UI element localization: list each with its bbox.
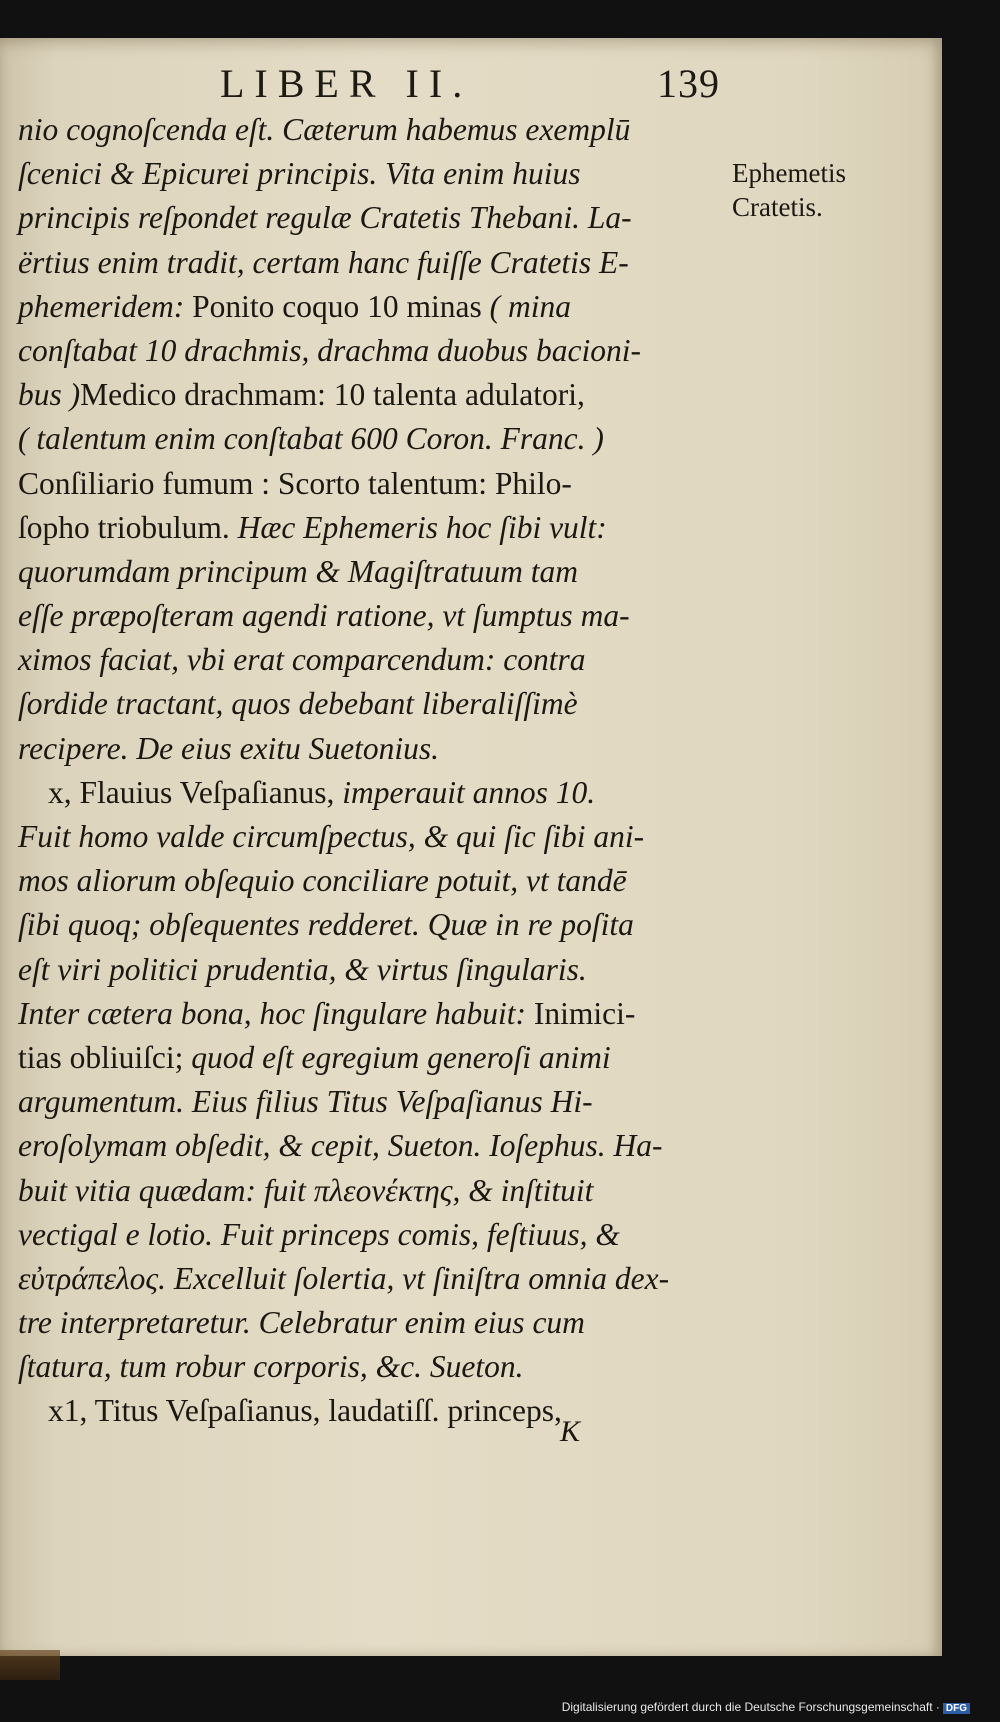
text-line: mos aliorum obſequio conciliare potuit, vt tandē <box>18 863 627 899</box>
body-text <box>18 108 738 1434</box>
text-span: tias obliuiſci; <box>18 1039 184 1075</box>
page-number: 139 <box>657 61 720 106</box>
running-header <box>220 60 720 110</box>
header-title: LIBER II. <box>220 61 473 106</box>
text-span: ( mina <box>489 288 571 324</box>
text-line: recipere. De eius exitu Suetonius. <box>18 730 440 766</box>
margin-note-line: Ephemetis <box>732 158 846 188</box>
text-span: Inimici- <box>533 995 636 1031</box>
text-line: tre interpretaretur. Celebratur enim eius cum <box>18 1305 585 1341</box>
text-span: Ponito coquo 10 minas <box>192 288 482 324</box>
text-span: Hæc Ephemeris hoc ſibi vult: <box>237 509 607 545</box>
text-line: εὐτράπελος. Excelluit ſolertia, vt ſiniſtra omnia dex- <box>18 1260 670 1296</box>
credit-text: Digitalisierung gefördert durch die Deutsche Forschungsgemeinschaft · <box>561 1700 940 1714</box>
text-line <box>18 373 738 417</box>
text-line: ſcenici & Epicurei principis. Vita enim huius <box>18 156 581 192</box>
page-edge-stain <box>0 1650 60 1680</box>
text-line <box>18 1036 738 1080</box>
text-line <box>18 992 738 1036</box>
text-line <box>18 771 738 815</box>
text-line: x1, Titus Veſpaſianus, laudatiſſ. princeps, <box>48 1393 562 1429</box>
text-span: quod eſt egregium generoſi animi <box>191 1039 611 1075</box>
text-line: argumentum. Eius filius Titus Veſpaſianus Hi- <box>18 1084 593 1120</box>
text-span: Medico drachmam: 10 talenta adulatori, <box>80 377 585 413</box>
text-line: vectigal e lotio. Fuit princeps comis, feſtiuus, & <box>18 1216 620 1252</box>
text-line: conſtabat 10 drachmis, drachma duobus bacioni- <box>18 332 641 368</box>
margin-note <box>732 156 892 224</box>
text-line: Conſiliario fumum : Scorto talentum: Philo- <box>18 465 572 501</box>
dfg-logo: DFG <box>943 1703 970 1714</box>
text-line: ( talentum enim conſtabat 600 Coron. Franc. ) <box>18 421 604 457</box>
text-span: imperauit annos 10. <box>342 774 596 810</box>
text-span: phemeridem: <box>18 288 185 324</box>
text-span: bus ) <box>18 377 81 413</box>
text-line: ximos faciat, vbi erat comparcendum: contra <box>18 642 586 678</box>
digitization-credit <box>562 1700 970 1714</box>
text-span: Inter cætera bona, hoc ſingulare habuit: <box>18 995 527 1031</box>
text-line: nio cognoſcenda eſt. Cæterum habemus exemplū <box>18 112 631 147</box>
text-line: buit vitia quædam: fuit πλεονέκτης, & inſtituit <box>18 1172 594 1208</box>
text-line: eſt viri politici prudentia, & virtus ſingularis. <box>18 951 587 987</box>
text-line <box>18 506 738 550</box>
text-line: eroſolymam obſedit, & cepit, Sueton. Ioſephus. Ha- <box>18 1128 663 1164</box>
text-line: eſſe præpoſteram agendi ratione, vt ſumptus ma- <box>18 598 630 634</box>
text-span: x, Flauius Veſpaſianus, <box>48 774 335 810</box>
text-line: ërtius enim tradit, certam hanc fuiſſe Cratetis E- <box>18 244 629 280</box>
text-line: ſibi quoq; obſequentes redderet. Quæ in re poſita <box>18 907 634 943</box>
text-line: principis reſpondet regulæ Cratetis Thebani. La- <box>18 200 632 236</box>
text-line: ſtatura, tum robur corporis, &c. Sueton. <box>18 1349 524 1385</box>
text-line <box>18 285 738 329</box>
text-line: Fuit homo valde circumſpectus, & qui ſic ſibi ani- <box>18 819 645 854</box>
signature-mark: K <box>560 1415 581 1448</box>
margin-note-line: Cratetis. <box>732 192 823 222</box>
text-line: ſordide tractant, quos debebant liberaliſſimè <box>18 686 578 722</box>
text-span: ſopho triobulum. <box>18 509 230 545</box>
text-line: quorumdam principum & Magiſtratuum tam <box>18 553 579 589</box>
